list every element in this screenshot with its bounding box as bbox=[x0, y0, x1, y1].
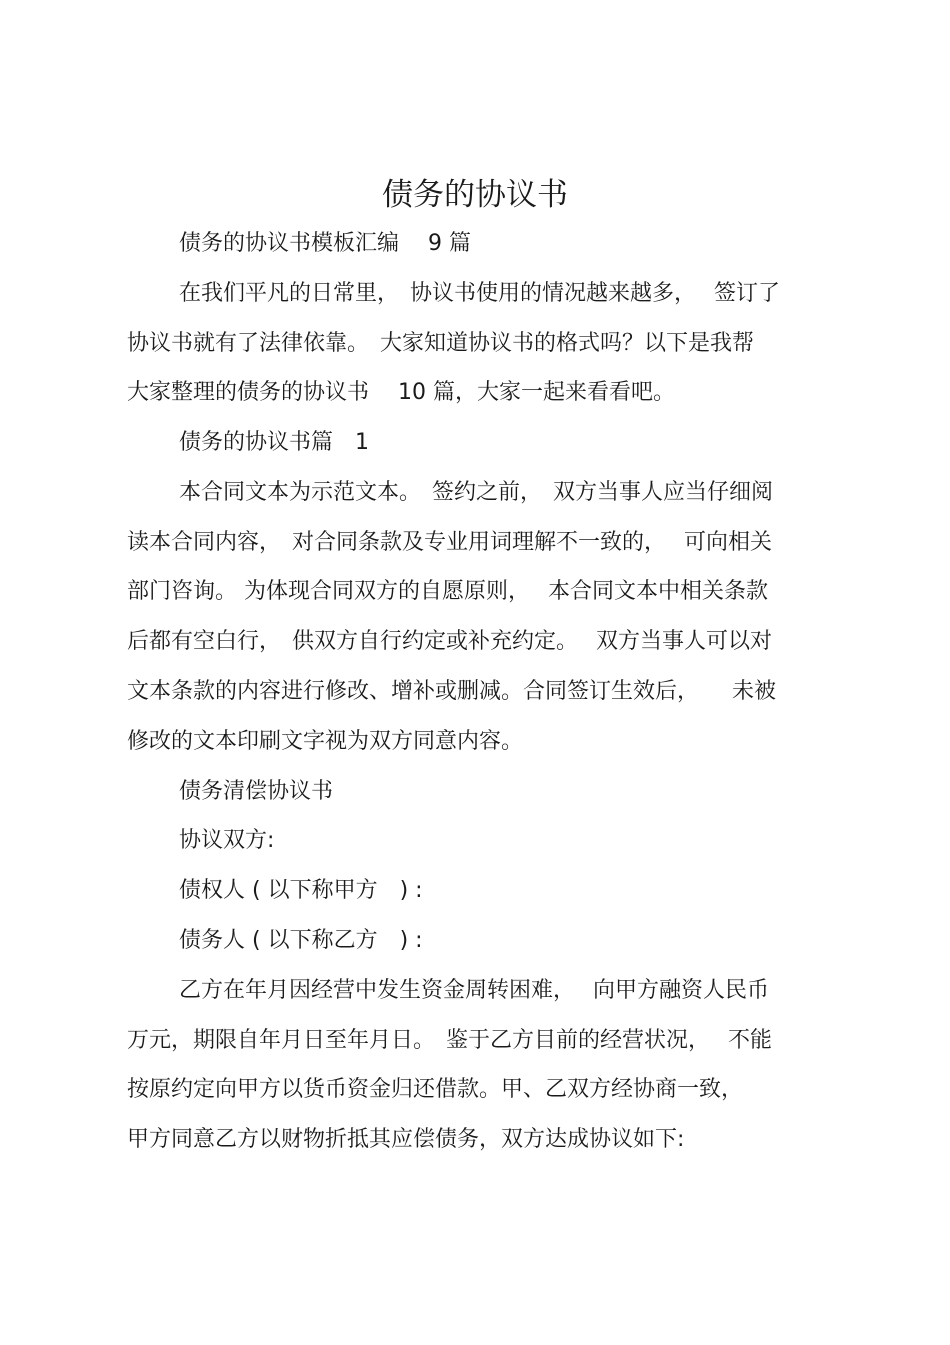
paragraph-line: 本合同文本为示范文本。 签约之前， 双方当事人应当仔细阅 bbox=[179, 480, 774, 505]
creditor-line: 债权人 ( 以下称甲方 ) : bbox=[179, 878, 423, 903]
debtor-line: 债务人 ( 以下称乙方 ) : bbox=[179, 928, 423, 953]
agreement-heading: 债务清偿协议书 bbox=[179, 779, 334, 804]
document-title: 债务的协议书 bbox=[382, 177, 568, 213]
paragraph-line: 修改的文本印刷文字视为双方同意内容。 bbox=[127, 729, 524, 754]
paragraph-line: 乙方在年月因经营中发生资金周转困难， 向甲方融资人民币 bbox=[179, 978, 769, 1003]
paragraph-line: 万元，期限自年月日至年月日。 鉴于乙方目前的经营状况， 不能 bbox=[127, 1028, 772, 1053]
paragraph-line: 部门咨询。 为体现合同双方的自愿原则， 本合同文本中相关条款 bbox=[127, 579, 768, 604]
paragraph-line: 读本合同内容， 对合同条款及专业用词理解不一致的， 可向相关 bbox=[127, 530, 772, 555]
subtitle-line: 债务的协议书模板汇编 9 篇 bbox=[179, 231, 471, 256]
paragraph-line: 大家整理的债务的协议书 10 篇，大家一起来看看吧。 bbox=[127, 380, 675, 405]
section-heading: 债务的协议书篇 1 bbox=[179, 430, 369, 455]
paragraph-line: 文本条款的内容进行修改、增补或删减。合同签订生效后， 未被 bbox=[127, 679, 777, 704]
paragraph-line: 后都有空白行， 供双方自行约定或补充约定。 双方当事人可以对 bbox=[127, 629, 772, 654]
parties-label: 协议双方: bbox=[179, 828, 275, 853]
paragraph-line: 协议书就有了法律依靠。 大家知道协议书的格式吗？以下是我帮 bbox=[127, 331, 755, 356]
paragraph-line: 甲方同意乙方以财物折抵其应偿债务，双方达成协议如下: bbox=[127, 1127, 685, 1152]
paragraph-line: 按原约定向甲方以货币资金归还借款。甲、乙双方经协商一致， bbox=[127, 1077, 744, 1102]
paragraph-line: 在我们平凡的日常里， 协议书使用的情况越来越多， 签订了 bbox=[179, 281, 780, 306]
